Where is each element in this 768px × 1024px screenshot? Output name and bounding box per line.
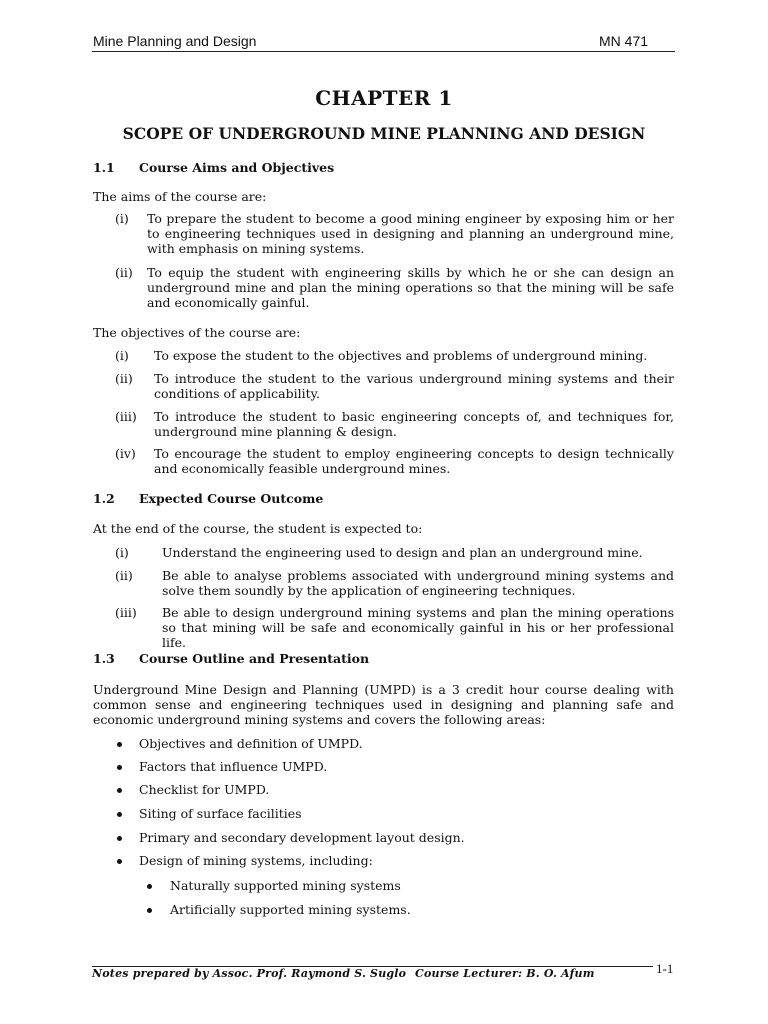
header-course-code: MN 471 xyxy=(599,33,649,49)
section-number: 1.3 xyxy=(93,651,115,666)
footer-author-note: Notes prepared by Assoc. Prof. Raymond S. Suglo xyxy=(92,967,407,980)
section-title: Course Aims and Objectives xyxy=(139,160,335,175)
list-marker: (ii) xyxy=(115,371,133,386)
section-title: Expected Course Outcome xyxy=(139,491,324,506)
list-marker: (ii) xyxy=(115,265,133,280)
aim-item: To equip the student with engineering skills by which he or she can design an underground mine and plan the mining operations so that the mining will be safe and economically gainful. xyxy=(147,265,674,310)
chapter-subtitle: SCOPE OF UNDERGROUND MINE PLANNING AND DESIGN xyxy=(122,124,646,143)
outcome-item: Be able to analyse problems associated with underground mining systems and solve them soundly by the application of engineering techniques. xyxy=(162,568,674,598)
bullet-icon xyxy=(117,788,122,793)
outline-sub-bullet-item: Artificially supported mining systems. xyxy=(170,902,411,917)
outline-sub-bullet-item: Naturally supported mining systems xyxy=(170,878,401,893)
bullet-icon xyxy=(117,742,122,747)
bullet-icon xyxy=(147,884,152,889)
list-marker: (iii) xyxy=(115,409,137,424)
bullet-icon xyxy=(117,765,122,770)
outline-bullet-item: Factors that influence UMPD. xyxy=(139,759,328,774)
list-marker: (i) xyxy=(115,545,129,560)
list-marker: (i) xyxy=(115,211,129,226)
outcome-intro: At the end of the course, the student is expected to: xyxy=(93,521,423,536)
section-title: Course Outline and Presentation xyxy=(139,651,370,666)
objective-item: To introduce the student to the various underground mining systems and their conditions of applicability. xyxy=(154,371,674,401)
list-marker: (ii) xyxy=(115,568,133,583)
section-number: 1.2 xyxy=(93,491,115,506)
bullet-icon xyxy=(117,859,122,864)
outline-bullet-item: Primary and secondary development layout design. xyxy=(139,830,465,845)
footer-lecturer-note: Course Lecturer: B. O. Afum xyxy=(415,967,595,980)
list-marker: (i) xyxy=(115,348,129,363)
section-number: 1.1 xyxy=(93,160,115,175)
section-heading-1-3 xyxy=(93,651,369,666)
objective-item: To encourage the student to employ engineering concepts to design technically and economically feasible underground mines. xyxy=(154,446,674,476)
objective-item: To expose the student to the objectives and problems of underground mining. xyxy=(154,348,648,363)
bullet-icon xyxy=(147,908,152,913)
chapter-title: CHAPTER 1 xyxy=(315,86,453,110)
bullet-icon xyxy=(117,836,122,841)
outline-bullet-item: Siting of surface facilities xyxy=(139,806,302,821)
outline-intro: Underground Mine Design and Planning (UMPD) is a 3 credit hour course dealing with common sense and engineering techniques used in designing and planning safe and economic underground mining systems and covers the following areas: xyxy=(93,682,674,727)
list-marker: (iii) xyxy=(115,605,137,620)
aims-intro: The aims of the course are: xyxy=(93,189,267,204)
bullet-icon xyxy=(117,812,122,817)
header-course-title: Mine Planning and Design xyxy=(93,33,257,49)
outline-bullet-item: Design of mining systems, including: xyxy=(139,853,373,868)
outcome-item: Be able to design underground mining systems and plan the mining operations so that mining will be safe and economically gainful in his or her professional life. xyxy=(162,605,674,650)
section-heading-1-1 xyxy=(93,160,334,175)
objective-item: To introduce the student to basic engineering concepts of, and techniques for, underground mine planning & design. xyxy=(154,409,674,439)
outline-bullet-item: Checklist for UMPD. xyxy=(139,782,270,797)
section-heading-1-2 xyxy=(93,491,323,506)
outcome-item: Understand the engineering used to design and plan an underground mine. xyxy=(162,545,643,560)
header-rule xyxy=(92,51,675,52)
objectives-intro: The objectives of the course are: xyxy=(93,325,301,340)
aim-item: To prepare the student to become a good mining engineer by exposing him or her to engineering techniques used in designing and planning an underground mine, with emphasis on mining systems. xyxy=(147,211,674,256)
page-number: 1-1 xyxy=(656,961,674,976)
outline-bullet-item: Objectives and definition of UMPD. xyxy=(139,736,363,751)
list-marker: (iv) xyxy=(115,446,136,461)
